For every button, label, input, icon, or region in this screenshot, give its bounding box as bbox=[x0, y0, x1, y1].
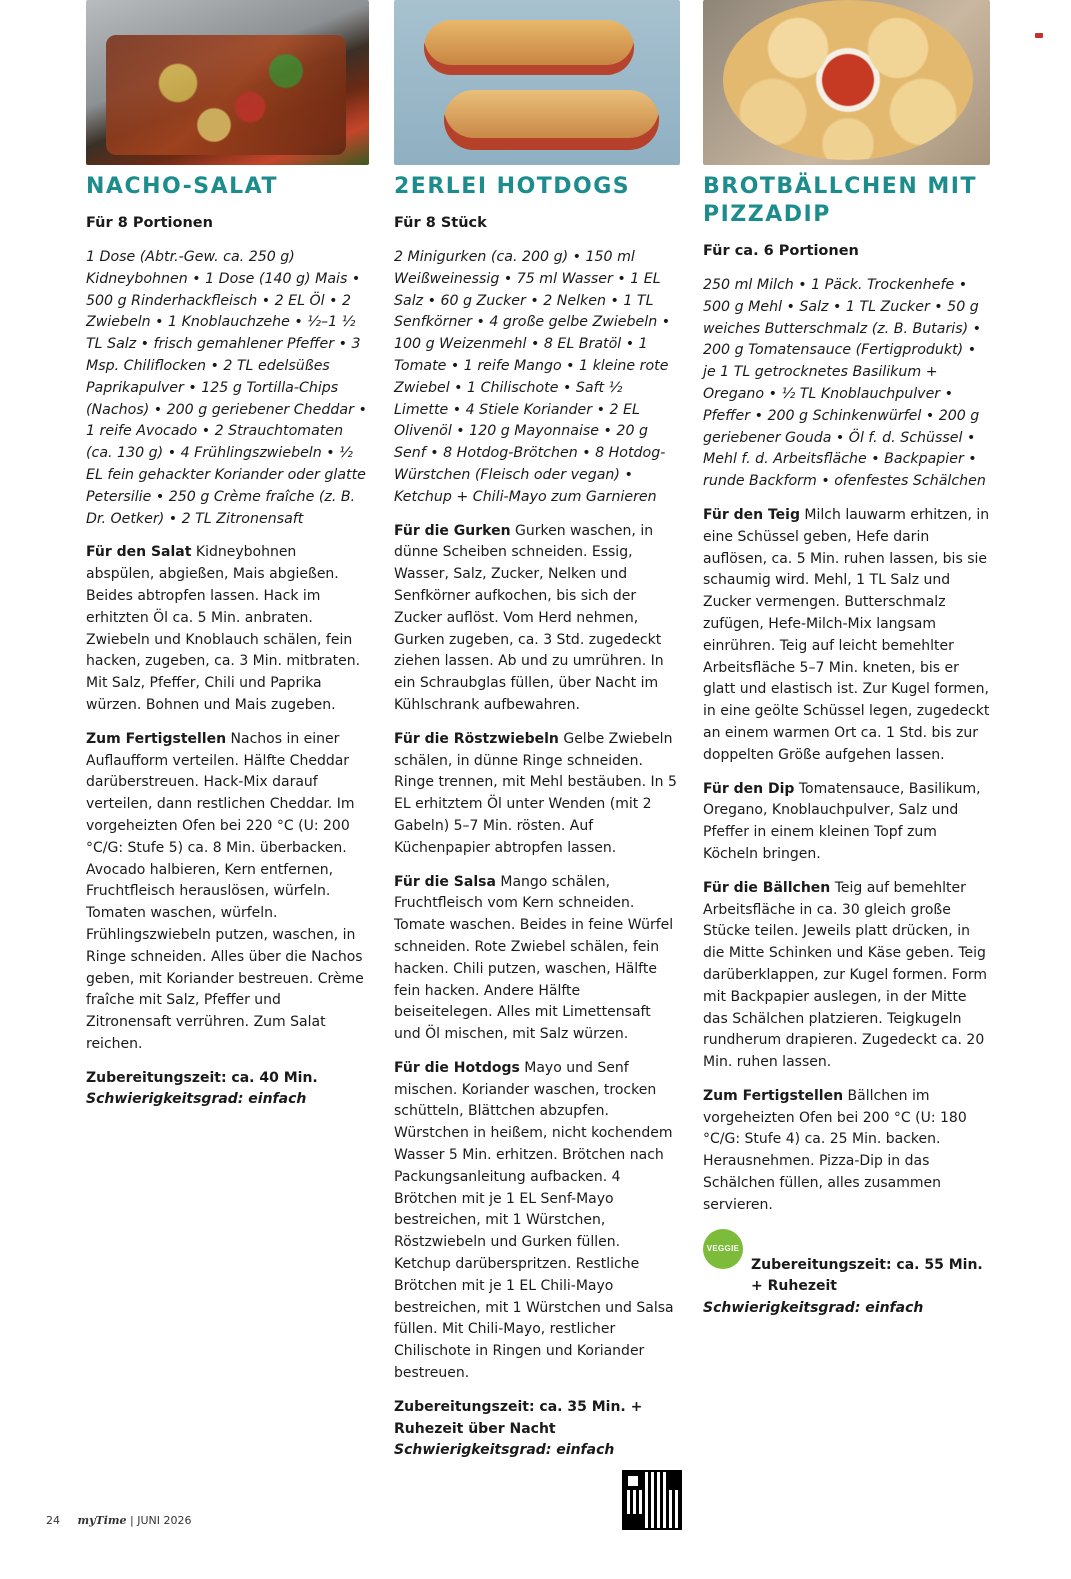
prep-time: Zubereitungszeit: ca. 40 Min. bbox=[86, 1069, 318, 1086]
difficulty: Schwierigkeitsgrad: einfach bbox=[703, 1300, 924, 1317]
recipe-title: BROTBÄLLCHEN MIT PIZZADIP bbox=[703, 174, 977, 227]
hotdogs-photo bbox=[394, 0, 680, 165]
instruction-step bbox=[394, 729, 680, 860]
instruction-step bbox=[394, 521, 680, 717]
recipe-title: 2ERLEI HOTDOGS bbox=[394, 174, 631, 199]
step-text: Nachos in einer Auflaufform verteilen. Hälfte Cheddar darüberstreuen. Hack-Mix darauf verteilen, dann restlichen Cheddar. Im vorgeheizten Ofen bei 220 °C (U: 200 °C/G: Stufe 5) ca. 8 Min. überbacken. Avocado halbieren, Kern entfernen, Fruchtfleisch herauslösen, würfeln. Tomaten waschen, würfeln. Frühlingszwiebeln putzen, waschen, in Ringe schneiden. Alles über die Nachos geben, mit Koriander bestreuen. Crème fraîche mit Salz, Pfeffer und Zitronensaft verrühren. Zum Salat reichen. bbox=[86, 730, 364, 1052]
brotbaellchen-photo bbox=[703, 0, 990, 165]
step-heading: Für die Salsa bbox=[394, 873, 496, 890]
issue-date: | JUNI 2026 bbox=[130, 1514, 192, 1527]
step-heading: Zum Fertigstellen bbox=[86, 730, 227, 747]
recipe-portions: Für 8 Portionen bbox=[86, 215, 213, 231]
instruction-step bbox=[394, 872, 680, 1046]
instruction-step bbox=[703, 779, 990, 866]
instruction-step bbox=[703, 1086, 990, 1217]
nacho-salat-photo bbox=[86, 0, 369, 165]
instruction-step bbox=[394, 1058, 680, 1385]
veggie-icon: VEGGIE bbox=[703, 1229, 743, 1269]
page-footer bbox=[46, 1514, 192, 1527]
recipe-brotbaellchen bbox=[703, 0, 990, 1320]
instruction-step bbox=[703, 505, 990, 767]
recipe-title: NACHO-SALAT bbox=[86, 174, 278, 199]
step-heading: Für den Salat bbox=[86, 544, 192, 561]
instruction-step bbox=[86, 729, 369, 1056]
qr-code-icon[interactable] bbox=[622, 1470, 682, 1530]
recipe-portions: Für 8 Stück bbox=[394, 215, 487, 231]
step-text: Teig auf bemehlter Arbeitsfläche in ca. 30 gleich große Stücke teilen. Jeweils platt drücken, in die Mitte Schinken und Käse geben. Teig darüberklappen, zur Kugel formen. Form mit Backpapier auslegen, in der Mitte das Schälchen platzieren. Teigkugeln rundherum drapieren. Zugedeckt ca. 20 Min. ruhen lassen. bbox=[703, 879, 988, 1071]
recipe-hotdogs bbox=[394, 0, 680, 1462]
corner-mark-icon bbox=[1035, 33, 1043, 38]
prep-time: Zubereitungszeit: ca. 55 Min. + Ruhezeit bbox=[751, 1256, 983, 1295]
difficulty: Schwierigkeitsgrad: einfach bbox=[394, 1442, 615, 1459]
step-heading: Zum Fertigstellen bbox=[703, 1087, 844, 1104]
step-heading: Für die Hotdogs bbox=[394, 1059, 520, 1076]
recipe-portions: Für ca. 6 Portionen bbox=[703, 243, 859, 259]
step-heading: Für die Gurken bbox=[394, 522, 511, 539]
step-heading: Für den Teig bbox=[703, 506, 800, 523]
ingredient-list: 1 Dose (Abtr.-Gew. ca. 250 g) Kidneybohnen • 1 Dose (140 g) Mais • 500 g Rinderhackfleisch • 2 EL Öl • 2 Zwiebeln • 1 Knoblauchzehe • ½–1 ½ TL Salz • frisch gemahlener Pfeffer • 3 Msp. Chiliflocken • 2 TL edelsüßes Paprikapulver • 125 g Tortilla-Chips (Nachos) • 200 g geriebener Cheddar • 1 reife Avocado • 2 Strauchtomaten (ca. 130 g) • 4 Frühlingszwiebeln • ½ EL fein gehackter Koriander oder glatte Petersilie • 250 g Crème fraîche (z. B. Dr. Oetker) • 2 TL Zitronensaft bbox=[86, 249, 367, 527]
step-text: Kidneybohnen abspülen, abgießen, Mais abgießen. Beides abtropfen lassen. Hack im erhitzten Öl ca. 5 Min. anbraten. Zwiebeln und Knoblauch schälen, fein hacken, zugeben, ca. 3 Min. mitbraten. Mit Salz, Pfeffer, Chili und Paprika würzen. Bohnen und Mais zugeben. bbox=[86, 544, 361, 713]
step-text: Milch lauwarm erhitzen, in eine Schüssel geben, Hefe darin auflösen, ca. 5 Min. ruhen lassen, bis sie schaumig wird. Mehl, 1 TL Salz und Zucker vermengen. Butterschmalz zufügen, Hefe-Milch-Mix langsam einrühren. Teig auf leicht bemehlter Arbeitsfläche 5–7 Min. kneten, bis er glatt und elastisch ist. Zur Kugel formen, in eine geölte Schüssel legen, zugedeckt an einem warmen Ort ca. 1 Std. bis zur doppelten Größe aufgehen lassen. bbox=[703, 506, 990, 763]
page-number: 24 bbox=[46, 1514, 60, 1527]
prep-time: Zubereitungszeit: ca. 35 Min. + Ruhezeit über Nacht bbox=[394, 1398, 643, 1437]
step-text: Gurken waschen, in dünne Scheiben schneiden. Essig, Wasser, Salz, Zucker, Nelken und Senfkörner aufkochen, bis sich der Zucker auflöst. Vom Herd nehmen, Gurken zugeben, ca. 3 Std. zugedeckt ziehen lassen. Ab und zu umrühren. In ein Schraubglas füllen, über Nacht im Kühlschrank aufbewahren. bbox=[394, 522, 664, 713]
ingredient-list: 2 Minigurken (ca. 200 g) • 150 ml Weißweinessig • 75 ml Wasser • 1 EL Salz • 60 g Zucker • 2 Nelken • 1 TL Senfkörner • 4 große gelbe Zwiebeln • 100 g Weizenmehl • 8 EL Bratöl • 1 Tomate • 1 reife Mango • 1 kleine rote Zwiebel • 1 Chilischote • Saft ½ Limette • 4 Stiele Koriander • 2 EL Olivenöl • 120 g Mayonnaise • 20 g Senf • 8 Hotdog-Brötchen • 8 Hotdog-Würstchen (Fleisch oder vegan) • Ketchup + Chili-Mayo zum Garnieren bbox=[394, 249, 671, 505]
veggie-time-row bbox=[703, 1229, 990, 1299]
magazine-logo: myTime bbox=[77, 1514, 127, 1527]
instruction-step bbox=[86, 542, 369, 716]
step-text: Gelbe Zwiebeln schälen, in dünne Ringe schneiden. Ringe trennen, mit Mehl bestäuben. In 5 EL erhitztem Öl unter Wenden (mit 2 Gabeln) 5–7 Min. rösten. Auf Küchenpapier abtropfen lassen. bbox=[394, 730, 677, 856]
step-text: Bällchen im vorgeheizten Ofen bei 200 °C (U: 180 °C/G: Stufe 4) ca. 25 Min. backen. Herausnehmen. Pizza-Dip in das Schälchen füllen, alles zusammen servieren. bbox=[703, 1087, 967, 1213]
step-text: Mayo und Senf mischen. Koriander waschen, trocken schütteln, Blättchen abzupfen. Würstchen in heißem, nicht kochendem Wasser 5 Min. erhitzen. Brötchen nach Packungsanleitung aufbacken. 4 Brötchen mit je 1 EL Senf-Mayo bestreichen, mit 1 Würstchen, Röstzwiebeln und Gurken füllen. Ketchup darüberspritzen. Restliche Brötchen mit je 1 EL Chili-Mayo bestreichen, mit 1 Würstchen und Salsa füllen. Mit Chili-Mayo, restlicher Chilischote in Ringen und Koriander bestreuen. bbox=[394, 1059, 674, 1382]
step-heading: Für die Röstzwiebeln bbox=[394, 730, 559, 747]
recipe-nacho-salat bbox=[86, 0, 369, 1111]
step-heading: Für die Bällchen bbox=[703, 879, 831, 896]
step-text: Mango schälen, Fruchtfleisch vom Kern schneiden. Tomate waschen. Beides in feine Würfel schneiden. Rote Zwiebel schälen, fein hacken. Chili putzen, waschen, Hälfte fein hacken. Andere Hälfte beiseitelegen. Alles mit Limettensaft und Öl mischen, mit Salz würzen. bbox=[394, 873, 674, 1043]
difficulty: Schwierigkeitsgrad: einfach bbox=[86, 1091, 307, 1108]
step-heading: Für den Dip bbox=[703, 780, 795, 797]
step-text: Tomatensauce, Basilikum, Oregano, Knoblauchpulver, Salz und Pfeffer in einem kleinen Topf zum Köcheln bringen. bbox=[703, 780, 981, 862]
ingredient-list: 250 ml Milch • 1 Päck. Trockenhefe • 500 g Mehl • Salz • 1 TL Zucker • 50 g weiches Butterschmalz (z. B. Butaris) • 200 g Tomatensauce (Fertigprodukt) • je 1 TL getrocknetes Basilikum + Oregano • ½ TL Knoblauchpulver • Pfeffer • 200 g Schinkenwürfel • 200 g geriebener Gouda • Öl f. d. Schüssel • Mehl f. d. Arbeitsfläche • Backpapier • runde Backform • ofenfestes Schälchen bbox=[703, 277, 986, 490]
instruction-step bbox=[703, 878, 990, 1074]
